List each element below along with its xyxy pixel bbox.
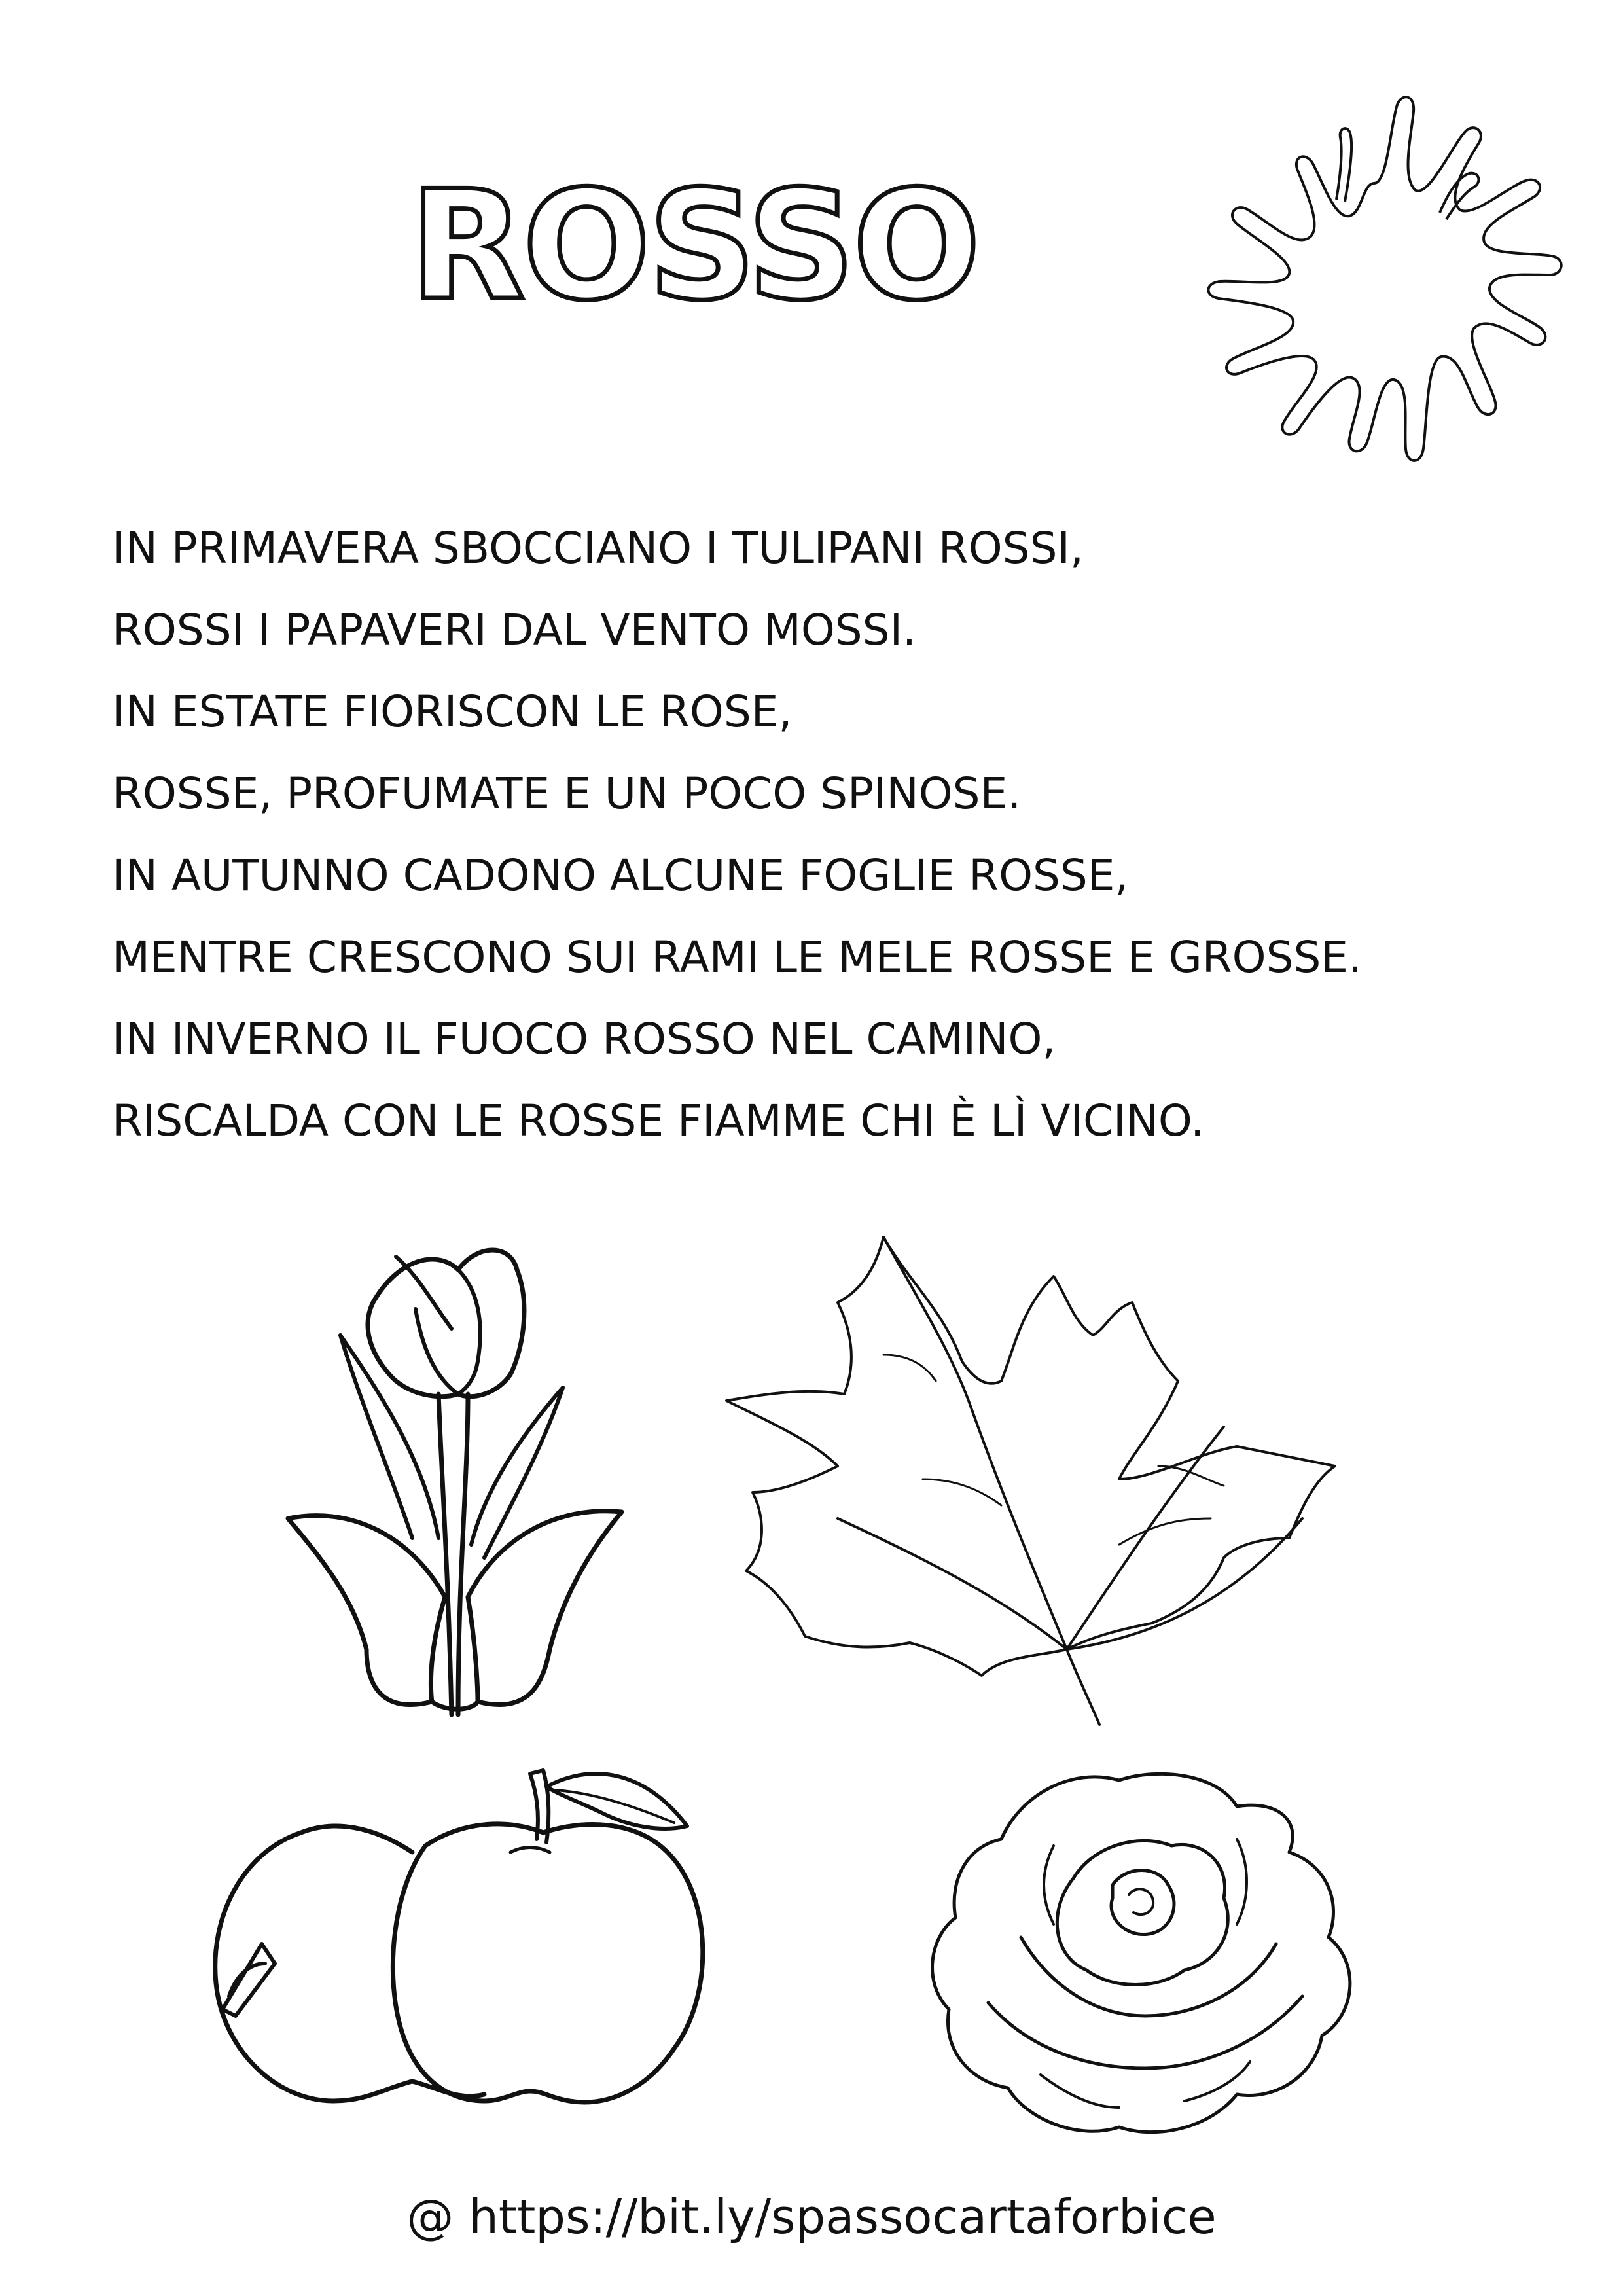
tulip-icon [281,1230,635,1721]
poem-line: IN PRIMAVERA SBOCCIANO I TULIPANI ROSSI, [113,523,1084,573]
poem-line: IN AUTUNNO CADONO ALCUNE FOGLIE ROSSE, [113,850,1129,901]
poem-line: IN INVERNO IL FUOCO ROSSO NEL CAMINO, [113,1014,1056,1064]
poem [113,507,1592,1162]
poem-line: ROSSI I PAPAVERI DAL VENTO MOSSI. [113,605,917,655]
footer-link[interactable]: @ https://bit.ly/spassocartaforbice [406,2189,1217,2244]
apples-icon [203,1748,792,2114]
title-text: ROSSO [409,159,978,327]
poem-line: RISCALDA CON LE ROSSE FIAMME CHI È LÌ VICINO. [113,1096,1205,1146]
poem-line: MENTRE CRESCONO SUI RAMI LE MELE ROSSE E GROSSE. [113,932,1363,982]
poem-line: IN ESTATE FIORISCON LE ROSE, [113,687,793,737]
maple-leaf-icon [726,1230,1342,1728]
rose-icon [923,1767,1368,2147]
paint-splash-icon [1171,85,1577,491]
poem-line: ROSSE, PROFUMATE E UN POCO SPINOSE. [113,768,1022,819]
page-title [366,157,1021,327]
